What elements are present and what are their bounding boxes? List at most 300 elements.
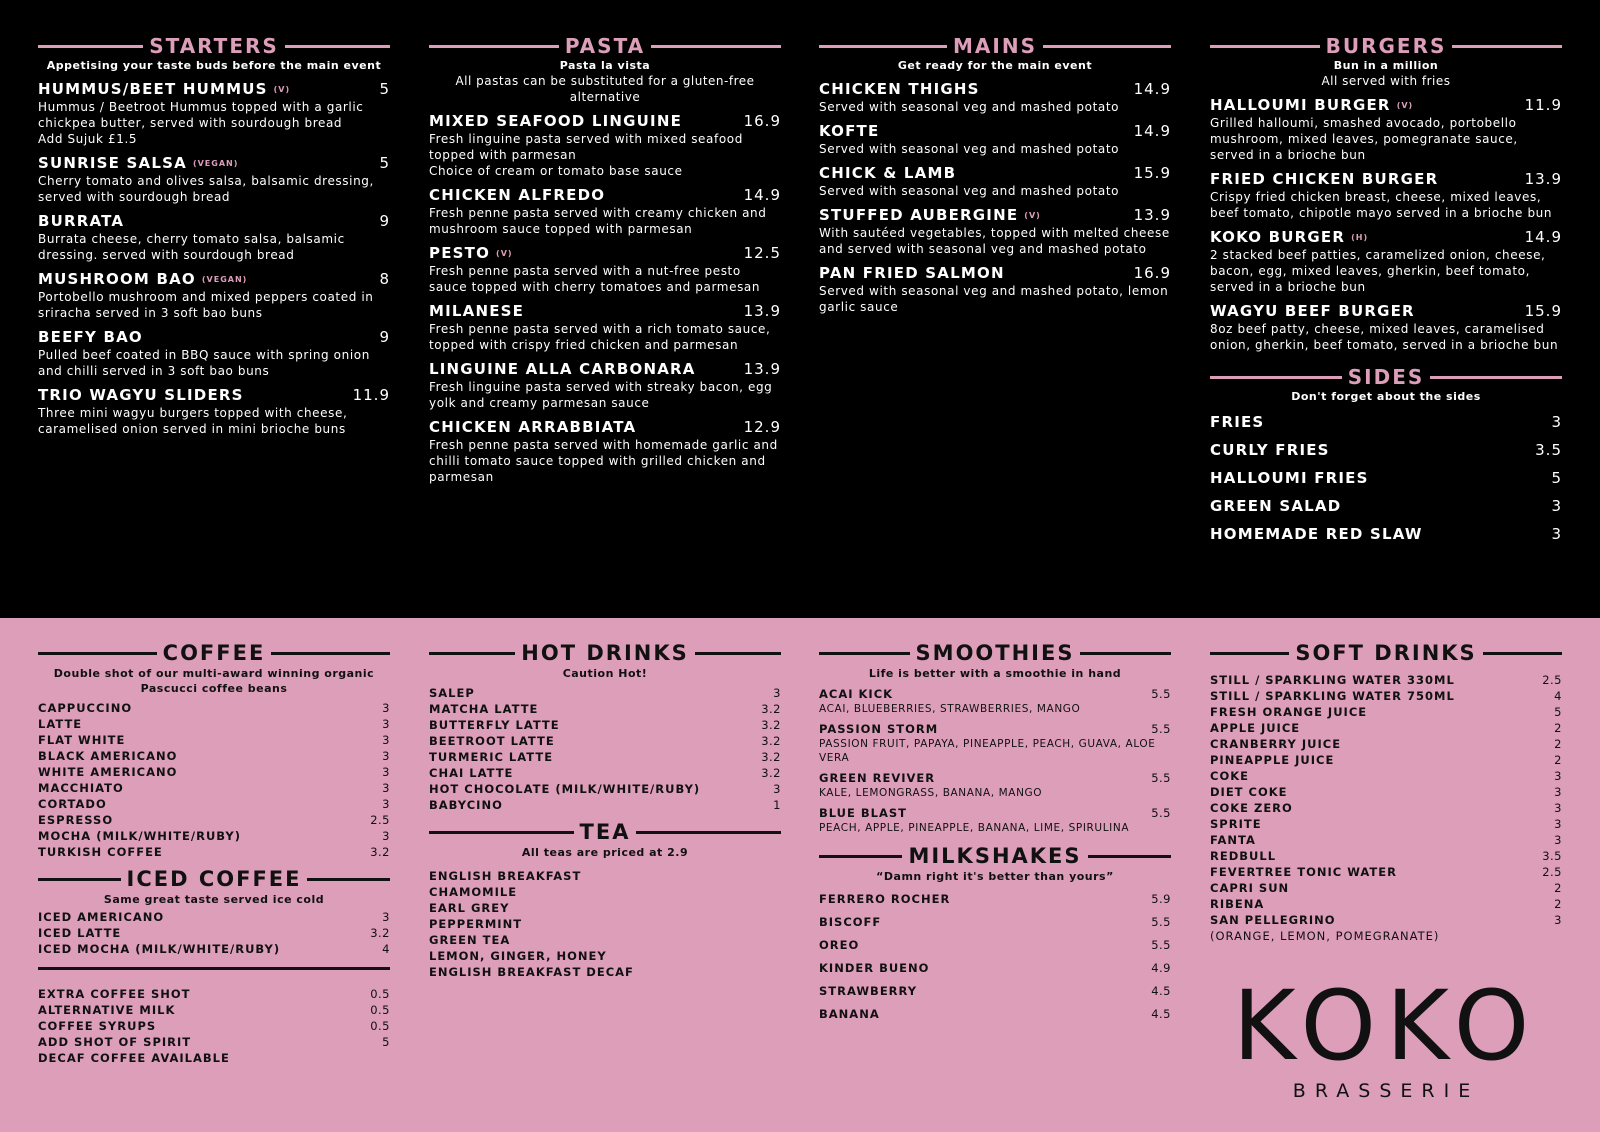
smoothies-section (819, 640, 1171, 1026)
item-name-text: PAN FRIED SALMON (819, 264, 1005, 282)
drink-name: PINEAPPLE JUICE (1210, 753, 1335, 767)
drink-name: COKE (1210, 769, 1249, 783)
drink-item (1210, 704, 1562, 720)
drink-price: 3.2 (761, 734, 781, 748)
divider (271, 652, 390, 655)
menu-item (1210, 228, 1562, 295)
drink-name: GREEN REVIVER (819, 771, 936, 785)
menu-item-row (38, 154, 390, 173)
drink-price: 2 (1554, 753, 1562, 767)
drink-name: HOT CHOCOLATE (MILK/WHITE/RUBY) (429, 782, 701, 796)
menu-item-row (1210, 170, 1562, 189)
pasta-header (429, 34, 781, 58)
drink-name: SPRITE (1210, 817, 1262, 831)
divider (1430, 376, 1562, 379)
item-price: 5 (1551, 468, 1562, 487)
drink-name: BUTTERFLY LATTE (429, 718, 560, 732)
side-item (1210, 520, 1562, 548)
divider (38, 45, 143, 48)
menu-item (1210, 302, 1562, 353)
drink-item (819, 934, 1171, 957)
section-subtitle: Caution Hot! (562, 667, 648, 680)
pasta-section (429, 34, 781, 485)
drink-price: 1 (773, 798, 781, 812)
tea-item: LEMON, GINGER, HONEY (429, 949, 607, 963)
dietary-tag: (V) (1396, 101, 1414, 110)
drink-price: 3 (1554, 769, 1562, 783)
drink-price: 4.9 (1151, 961, 1171, 975)
menu-item (38, 212, 390, 263)
item-price: 11.9 (1524, 96, 1562, 114)
smoothie-row (819, 805, 1171, 821)
item-description: Pulled beef coated in BBQ sauce with spring onion and chilli served in 3 soft bao buns (38, 348, 370, 378)
drink-item (819, 957, 1171, 980)
menu-item (38, 386, 390, 437)
item-description: Choice of cream or tomato base sauce (429, 164, 683, 178)
drink-name: LATTE (38, 717, 83, 731)
drink-price: 4 (1554, 689, 1562, 703)
item-name-text: BURRATA (38, 212, 125, 230)
menu-item-row (38, 270, 390, 289)
drink-name: ADD SHOT OF SPIRIT (38, 1035, 192, 1049)
menu-item (38, 154, 390, 205)
drink-item (819, 888, 1171, 911)
drinks-menu-panel (0, 618, 1600, 1132)
drink-price: 0.5 (370, 1019, 390, 1033)
menu-item (819, 206, 1171, 257)
drink-name: CRANBERRY JUICE (1210, 737, 1342, 751)
menu-item (429, 418, 781, 485)
drink-item (1210, 688, 1562, 704)
item-name (38, 270, 247, 289)
divider (1210, 45, 1320, 48)
menu-item (819, 164, 1171, 199)
item-name (38, 80, 290, 99)
drink-price: 2.5 (1542, 865, 1562, 879)
drink-price: 3 (382, 765, 390, 779)
divider (38, 878, 121, 881)
item-price: 3 (1551, 412, 1562, 431)
item-name (429, 186, 605, 205)
tea-item: ENGLISH BREAKFAST DECAF (429, 965, 634, 979)
section-title: SOFT DRINKS (1295, 641, 1477, 665)
drink-price: 3 (382, 749, 390, 763)
drink-price: 2 (1554, 721, 1562, 735)
drink-name: BLACK AMERICANO (38, 749, 178, 763)
divider (429, 652, 515, 655)
drink-item (1210, 736, 1562, 752)
drink-name: ACAI KICK (819, 687, 894, 701)
drink-price: 3 (1554, 785, 1562, 799)
menu-item-row (429, 186, 781, 205)
drink-item (38, 909, 390, 925)
drink-list (38, 909, 390, 957)
item-description: Fresh linguine pasta served with mixed seafood topped with parmesan (429, 132, 743, 162)
item-name-text: TRIO WAGYU SLIDERS (38, 386, 244, 404)
logo-tagline: BRASSERIE (1292, 1080, 1480, 1102)
drink-item (38, 796, 390, 812)
item-price: 3 (1551, 524, 1562, 543)
item-description: Served with seasonal veg and mashed potato (819, 184, 1120, 198)
drink-price: 3 (382, 781, 390, 795)
divider (636, 831, 781, 834)
menu-list (1210, 96, 1562, 353)
section-subtitle: Double shot of our multi-award winning organic Pascucci coffee beans (53, 667, 375, 695)
item-price: 12.9 (743, 418, 781, 436)
item-price: 14.9 (1133, 80, 1171, 98)
drink-name: OREO (819, 938, 860, 952)
drink-name: EXTRA COFFEE SHOT (38, 987, 191, 1001)
divider (1043, 45, 1171, 48)
item-price: 13.9 (743, 302, 781, 320)
iced-coffee-header (38, 866, 390, 892)
divider (1088, 855, 1171, 858)
drink-price: 5.5 (1151, 722, 1171, 736)
item-name-text: STUFFED AUBERGINE (819, 206, 1019, 224)
side-item (1210, 436, 1562, 464)
item-name (429, 360, 696, 379)
drink-item (1210, 848, 1562, 864)
item-name-text: PESTO (429, 244, 491, 262)
item-name (429, 112, 682, 131)
item-name (1210, 170, 1438, 189)
drink-name: SALEP (429, 686, 475, 700)
divider (285, 45, 390, 48)
menu-item-row (429, 418, 781, 437)
item-description: Fresh penne pasta served with homemade garlic and chilli tomato sauce topped with grilled chicken and parmesan (429, 438, 778, 484)
item-price: 5 (379, 80, 390, 98)
item-name-text: MUSHROOM BAO (38, 270, 196, 288)
item-description: Fresh penne pasta served with creamy chicken and mushroom sauce topped with parmesan (429, 206, 767, 236)
smoothie-item (819, 805, 1171, 835)
menu-item-row (429, 360, 781, 379)
item-price: 15.9 (1133, 164, 1171, 182)
item-price: 11.9 (352, 386, 390, 404)
menu-item (38, 80, 390, 147)
soft-drinks-footnote: (ORANGE, LEMON, POMEGRANATE) (1210, 929, 1440, 943)
divider (38, 967, 390, 970)
mains-section (819, 34, 1171, 315)
menu-item (429, 186, 781, 237)
item-price: 13.9 (1524, 170, 1562, 188)
menu-item-row (819, 264, 1171, 283)
drink-list (429, 685, 781, 813)
tea-list (429, 868, 781, 980)
drink-name: CORTADO (38, 797, 107, 811)
section-subtitle: All teas are priced at 2.9 (521, 846, 689, 859)
dietary-tag: (H) (1351, 233, 1369, 242)
tea-item: ENGLISH BREAKFAST (429, 869, 582, 883)
menu-list (38, 80, 390, 437)
section-title: BURGERS (1325, 34, 1447, 58)
drink-item (819, 1003, 1171, 1026)
drink-name: SAN PELLEGRINO (1210, 913, 1336, 927)
divider (819, 855, 902, 858)
menu-item-row (38, 386, 390, 405)
drink-price: 3 (1554, 833, 1562, 847)
menu-item (429, 360, 781, 411)
drink-name: ESPRESSO (38, 813, 114, 827)
menu-item-row (1210, 96, 1562, 115)
side-item (1210, 464, 1562, 492)
drink-name: CHAI LATTE (429, 766, 514, 780)
menu-item-row (819, 164, 1171, 183)
section-title: SMOOTHIES (915, 641, 1075, 665)
tea-header (429, 819, 781, 845)
menu-item-row (819, 80, 1171, 99)
drink-item (38, 1034, 390, 1050)
drink-item (429, 733, 781, 749)
divider (1483, 652, 1562, 655)
drink-item (1210, 880, 1562, 896)
drink-price: 0.5 (370, 987, 390, 1001)
drink-price: 3.2 (761, 766, 781, 780)
menu-item-row (819, 122, 1171, 141)
divider (1452, 45, 1562, 48)
dietary-tag: (V) (1024, 211, 1041, 220)
menu-item (38, 270, 390, 321)
drink-price: 5.5 (1151, 687, 1171, 701)
drink-name: REDBULL (1210, 849, 1277, 863)
drink-name: KINDER BUENO (819, 961, 930, 975)
item-name-text: CHICKEN ARRABBIATA (429, 418, 637, 436)
item-name-text: HUMMUS/BEET HUMMUS (38, 80, 268, 98)
item-name-text: KOFTE (819, 122, 880, 140)
drink-item (429, 765, 781, 781)
section-subtitle: Life is better with a smoothie in hand (868, 667, 1122, 680)
drink-item (38, 986, 390, 1002)
section-title: ICED COFFEE (126, 867, 302, 891)
dietary-tag: (V) (273, 85, 291, 94)
section-subtitle: Don't forget about the sides (1291, 390, 1481, 403)
item-name-text: FRIED CHICKEN BURGER (1210, 170, 1439, 188)
starters-section (38, 34, 390, 437)
section-subtitle: Pasta la vista (559, 59, 651, 72)
logo-wordmark: KOKO (1232, 970, 1540, 1082)
drink-item (38, 925, 390, 941)
item-name (1210, 96, 1413, 115)
koko-brasserie-logo (1210, 970, 1562, 1102)
item-name-text: HALLOUMI BURGER (1210, 96, 1391, 114)
drink-item (1210, 768, 1562, 784)
item-price: 8 (379, 270, 390, 288)
smoothie-item (819, 721, 1171, 765)
menu-item-row (38, 212, 390, 231)
divider (429, 45, 559, 48)
item-description: Hummus / Beetroot Hummus topped with a garlic chickpea butter, served with sourdough bread (38, 100, 364, 130)
soft-drinks-section (1210, 640, 1562, 944)
item-name-text: WAGYU BEEF BURGER (1210, 302, 1415, 320)
drink-name: BABYCINO (429, 798, 503, 812)
drink-name: TURMERIC LATTE (429, 750, 554, 764)
smoothie-item (819, 770, 1171, 800)
item-name-text: KOKO BURGER (1210, 228, 1346, 246)
drink-item (429, 749, 781, 765)
item-name (429, 244, 513, 263)
section-note: All pastas can be substituted for a gluten-free alternative (455, 74, 755, 104)
menu-item-row (819, 206, 1171, 225)
drink-item (38, 844, 390, 860)
smoothie-ingredients: ACAI, BLUEBERRIES, STRAWBERRIES, MANGO (819, 703, 1081, 715)
drink-price: 3 (382, 910, 390, 924)
drink-item (429, 717, 781, 733)
extras-list (38, 986, 390, 1066)
tea-item: CHAMOMILE (429, 885, 518, 899)
drink-name: TURKISH COFFEE (38, 845, 163, 859)
item-description: Portobello mushroom and mixed peppers coated in sriracha served in 3 soft bao buns (38, 290, 374, 320)
tea-item: EARL GREY (429, 901, 510, 915)
smoothie-list (819, 686, 1171, 835)
menu-item (819, 264, 1171, 315)
burgers-section (1210, 34, 1562, 548)
item-name-text: CHICKEN THIGHS (819, 80, 980, 98)
drink-item (1210, 720, 1562, 736)
item-name: HOMEMADE RED SLAW (1210, 524, 1423, 543)
item-description: Fresh penne pasta served with a rich tomato sauce, topped with crispy fried chicken and parmesan (429, 322, 771, 352)
divider (429, 831, 574, 834)
divider (819, 652, 910, 655)
drink-item (1210, 752, 1562, 768)
item-description: 8oz beef patty, cheese, mixed leaves, caramelised onion, gherkin, beef tomato, served in a brioche bun (1210, 322, 1559, 352)
drink-name: MOCHA (MILK/WHITE/RUBY) (38, 829, 242, 843)
menu-item (429, 302, 781, 353)
drink-price: 3.5 (1542, 849, 1562, 863)
item-name (38, 386, 244, 405)
drink-item (38, 812, 390, 828)
menu-item (819, 122, 1171, 157)
item-name: HALLOUMI FRIES (1210, 468, 1369, 487)
drink-item (38, 1002, 390, 1018)
item-price: 13.9 (743, 360, 781, 378)
drink-price: 3.2 (761, 718, 781, 732)
divider (38, 652, 157, 655)
section-title: PASTA (564, 34, 646, 58)
smoothies-header (819, 640, 1171, 666)
drink-price: 2 (1554, 881, 1562, 895)
drink-item (1210, 832, 1562, 848)
mains-header (819, 34, 1171, 58)
drink-list (38, 700, 390, 860)
drink-item (819, 980, 1171, 1003)
item-name-text: BEEFY BAO (38, 328, 143, 346)
drink-item (38, 700, 390, 716)
menu-item (429, 244, 781, 295)
drink-name: CAPPUCCINO (38, 701, 133, 715)
drink-name: MATCHA LATTE (429, 702, 539, 716)
item-name (1210, 228, 1368, 247)
drink-price: 2 (1554, 737, 1562, 751)
drink-price: 5.5 (1151, 806, 1171, 820)
drink-item (429, 701, 781, 717)
drink-name: STILL / SPARKLING WATER 330ML (1210, 673, 1455, 687)
item-description: Served with seasonal veg and mashed potato, lemon garlic sauce (819, 284, 1169, 314)
sides-list (1210, 408, 1562, 548)
item-name: CURLY FRIES (1210, 440, 1330, 459)
drink-price: 2.5 (370, 813, 390, 827)
menu-item-row (1210, 228, 1562, 247)
drink-name: ICED MOCHA (MILK/WHITE/RUBY) (38, 942, 281, 956)
item-name (38, 154, 238, 173)
drink-name: COFFEE SYRUPS (38, 1019, 157, 1033)
drink-item (38, 764, 390, 780)
drink-item (38, 748, 390, 764)
divider (307, 878, 390, 881)
item-name (38, 328, 143, 347)
drink-item (429, 685, 781, 701)
drink-price: 3 (382, 797, 390, 811)
milkshakes-header (819, 843, 1171, 869)
item-description: Burrata cheese, cherry tomato salsa, balsamic dressing. served with sourdough bread (38, 232, 345, 262)
item-description: Fresh linguine pasta served with streaky bacon, egg yolk and creamy parmesan sauce (429, 380, 773, 410)
drink-price: 3 (1554, 913, 1562, 927)
starters-header (38, 34, 390, 58)
drink-price: 3 (382, 733, 390, 747)
drink-price: 4.5 (1151, 984, 1171, 998)
item-name: FRIES (1210, 412, 1265, 431)
item-price: 12.5 (743, 244, 781, 262)
drink-item (38, 941, 390, 957)
item-description: Served with seasonal veg and mashed potato (819, 142, 1120, 156)
item-price: 15.9 (1524, 302, 1562, 320)
item-description: Crispy fried chicken breast, cheese, mixed leaves, beef tomato, chipotle mayo served in a brioche bun (1210, 190, 1553, 220)
menu-item (1210, 170, 1562, 221)
divider (651, 45, 781, 48)
item-description: Cherry tomato and olives salsa, balsamic dressing, served with sourdough bread (38, 174, 374, 204)
item-price: 14.9 (1133, 122, 1171, 140)
section-title: MAINS (953, 34, 1037, 58)
item-name (1210, 302, 1415, 321)
hot-drinks-header (429, 640, 781, 666)
drink-price: 4.5 (1151, 1007, 1171, 1021)
side-item (1210, 408, 1562, 436)
section-title: SIDES (1347, 365, 1425, 389)
item-name (819, 122, 879, 141)
menu-item-row (429, 112, 781, 131)
smoothie-item (819, 686, 1171, 716)
item-price: 9 (379, 328, 390, 346)
drink-list (1210, 672, 1562, 928)
drink-price: 0.5 (370, 1003, 390, 1017)
drink-name: FRESH ORANGE JUICE (1210, 705, 1368, 719)
item-price: 9 (379, 212, 390, 230)
drink-name: STILL / SPARKLING WATER 750ML (1210, 689, 1455, 703)
side-item (1210, 492, 1562, 520)
smoothie-row (819, 770, 1171, 786)
drink-price: 2.5 (1542, 673, 1562, 687)
item-price: 13.9 (1133, 206, 1171, 224)
item-name (429, 418, 636, 437)
divider (1080, 652, 1171, 655)
drink-name: COKE ZERO (1210, 801, 1293, 815)
drink-item (38, 732, 390, 748)
drink-item (38, 780, 390, 796)
menu-list (429, 112, 781, 485)
drink-price: 3 (773, 782, 781, 796)
item-name (819, 264, 1005, 283)
drink-item (1210, 800, 1562, 816)
drink-name: RIBENA (1210, 897, 1265, 911)
drink-name: APPLE JUICE (1210, 721, 1301, 735)
menu-list (819, 80, 1171, 315)
section-subtitle: Get ready for the main event (897, 59, 1093, 72)
drink-price: 2 (1554, 897, 1562, 911)
drink-item (1210, 784, 1562, 800)
drink-item (1210, 816, 1562, 832)
item-description: Grilled halloumi, smashed avocado, portobello mushroom, mixed leaves, pomegranate sauce, served in a brioche bun (1210, 116, 1518, 162)
item-description: Served with seasonal veg and mashed potato (819, 100, 1120, 114)
item-name (819, 80, 980, 99)
drink-price: 3.2 (370, 926, 390, 940)
